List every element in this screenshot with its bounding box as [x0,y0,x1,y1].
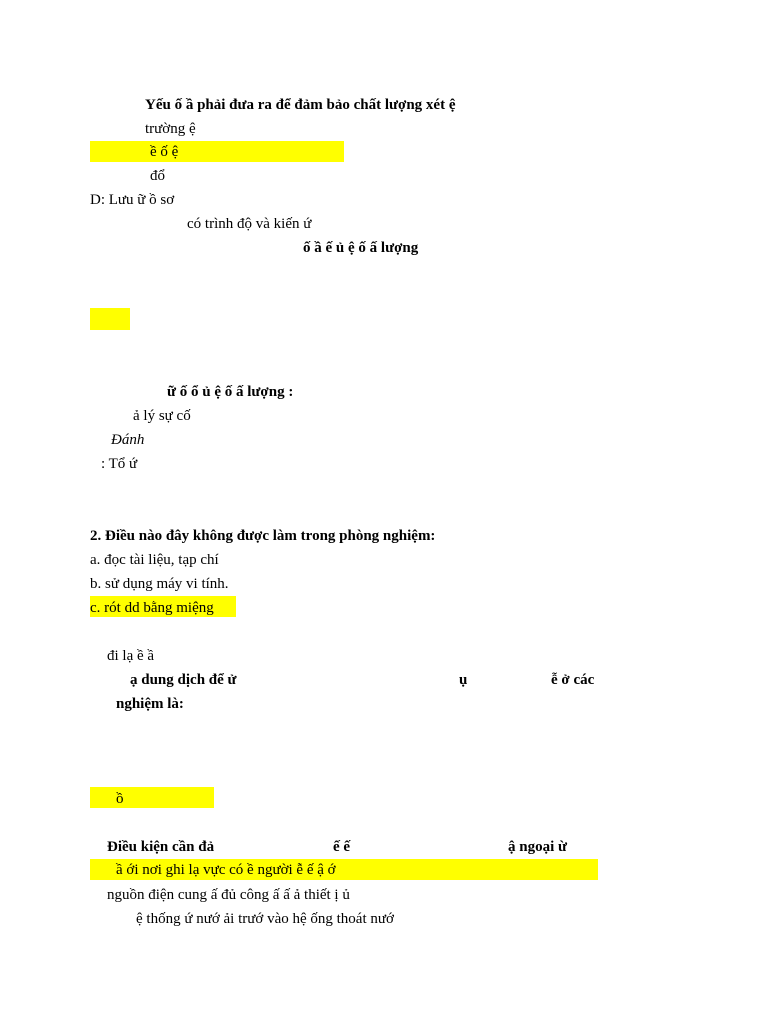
highlight-bar [90,308,130,330]
highlighted-answer: ề ố ệ [150,144,179,160]
answer-option: a. đọc tài liệu, tạp chí [90,552,219,568]
text-line: Đánh [111,432,145,448]
highlight-bar [90,787,214,808]
question-heading: nghiệm là: [116,696,184,712]
answer-option: D: Lưu ữ ồ sơ [90,192,175,208]
question-heading: ữ ố ổ ủ ệ ố ấ lượng : [167,384,294,400]
highlighted-answer: c. rót dd bằng miệng [90,600,214,616]
question-heading: ạ dung dịch để ử [130,672,237,688]
text-line: ả lý sự cố [133,408,191,424]
question-heading: ậ ngoại ừ [508,839,568,855]
highlighted-answer: ồ [116,791,124,807]
question-heading: ế ế [333,839,351,855]
text-line: có trình độ và kiến ứ [187,216,312,232]
text-line: đổ [150,168,165,184]
question-heading: 2. Điều nào đây không được làm trong phòng nghiệm: [90,528,436,544]
text-line: trường ệ [145,121,196,137]
text-line: : Tổ ứ [101,456,138,472]
highlighted-answer: ầ ới nơi ghi lạ vực có ề người ễ ế ậ ớ [116,862,336,878]
text-line: đi lạ ề ầ [107,648,155,664]
text-line: ệ thống ứ nướ ải trướ vào hệ ống thoát nướ [136,911,394,927]
text-line: nguồn điện cung ấ đủ công ấ ấ ả thiết ị ủ [107,887,350,903]
highlight-bar [90,141,344,162]
question-heading: Yếu ố ầ phải đưa ra để đảm bảo chất lượng xét ệ [145,97,456,113]
question-heading: Điều kiện cần đả [107,839,215,855]
question-heading: ố ầ ế ủ ệ ố ấ lượng [303,240,419,256]
question-heading: ễ ở các [551,672,595,688]
answer-option: b. sử dụng máy vi tính. [90,576,229,592]
question-heading: ụ [459,672,468,688]
